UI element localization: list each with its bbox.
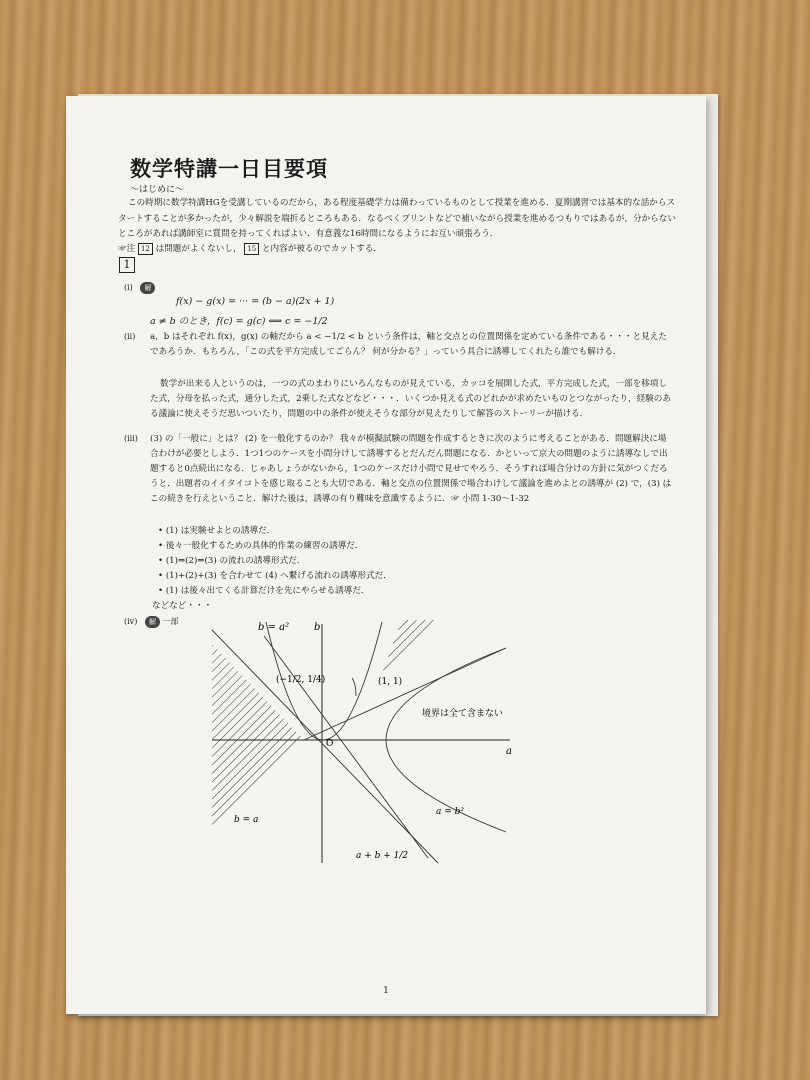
label-point-neg-half: (−1/2, 1/4) [276,675,326,685]
etc-text: などなど・・・ [152,601,213,611]
item-i-label [124,282,155,294]
label-b-eq-a: b = a [234,815,259,825]
problem-box-15: 15 [244,243,259,255]
document-page [66,96,706,1014]
label-b-axis: b [314,622,321,633]
list-item: • (1) は実験せよとの誘導だ． [158,524,392,539]
kai-badge: 解 [140,282,155,294]
kai-badge: 解 [145,616,160,628]
note-line [118,242,382,255]
label-point-1-1: (1, 1) [378,677,403,687]
note-prefix: ☞注 [118,244,136,254]
item-iv-label [124,616,179,628]
page-subtitle: 〜はじめに〜 [130,185,185,195]
kai-suffix: 一部 [162,617,179,626]
region-graph [206,618,586,878]
tangent-line [304,648,506,740]
item-iv-number: (iv) [124,617,138,626]
item-iii-paragraph: (3) の「一般に」とは？ (2) を一般化するのか？ 我々が模擬試験の問題を作成するときに次のように考えることがある．問題解決に場合わけが必要としよう．1つ1つのケースを小問分けして誘導するとだんだん問題になる．かといって京大の問題のように誘導なしで出題すると0点続出になる．じゃあしょうがないから，1つのケースだけ小問で見せてやろう．そうすれば場合分けの方針に気がつくだろうと．出題者のイイタイコトを感じ取ることも大切である．軸と交点の位置関係で場合わけして議論を進めよとの誘導が (2) で，(3) はこの続きを行えということ．解けた後は，誘導の有り難味を意識するように．☞ 小問 1-30〜1-32 [150,434,672,504]
shaded-region-top [381,620,434,676]
label-boundary-note: 境界は全て含まない [422,709,504,719]
intro-paragraph: この時期に数学特講HGを受講しているのだから，ある程度基礎学力は備わっているものとして授業を進める．夏期講習では基本的な話からスタートすることが多かったが，少々解説を端折るところもある．なるべくプリントなどで補いながら授業を進めるつもりではあるが，分からないところがあれば講師室に質問を持ってくれぱよい．有意義な16時間になるようにお互い頑張ろう． [118,198,676,239]
list-item: • (1)⇒(2)⇒(3) の流れの誘導形式だ． [158,554,392,569]
item-ii-paragraph-2: 数学が出来る人というのは，一つの式のまわりにいろんなものが見えている．カッコを展開した式，平方完成した式，一部を移項した式，分母を払った式，通分した式，2乗した式などなど・・・．いくつか見える式のどれかが求めたいものとつながったり，経験のある議論に使えそうだ思いついたり，問題の中の条件が使えそうな部分が見えたりして解答のストーリーが描ける． [150,379,671,419]
formula-i-2: a ≠ b のとき，f(c) = g(c) ⟺ c = −1/2 [150,316,328,327]
problem-box-12: 12 [138,243,153,255]
formula-i-1: f(x) − g(x) = ··· = (b − a)(2x + 1) [176,296,335,307]
note-end: と内容が被るのでカットする． [261,244,382,254]
list-item: • (1)+(2)+(3) を合わせて (4) へ繋げる流れの誘導形式だ． [158,569,392,584]
label-b-eq-a2: b = a² [258,622,290,633]
bullet-list [158,524,392,599]
label-a-eq-b2: a = b² [436,807,464,817]
item-ii-paragraph-1: a，b はそれぞれ f(x)，g(x) の軸だから a < −1/2 < b という条件は，軸と交点との位置関係を定めている条件である・・・と見えたであろうか．もちろん，「この式を平方完成してごらん？ 何が分かる？」っていう具合に誘導してくれたら誰でも解ける． [150,332,667,357]
label-a-axis: a [506,746,512,757]
list-item: • (1) は後々出てくる計算だけを先にやらせる誘導だ． [158,584,392,599]
note-middle: は問題がよくないし， [155,244,242,254]
question-number: 1 [119,257,135,273]
item-ii-label: (ii) [124,332,136,341]
item-iii-label: (iii) [124,434,138,443]
item-i-number: (i) [124,283,133,292]
label-line-a-plus-b: a + b + 1/2 [356,851,409,861]
list-item: • 後々一般化するための具体的作業の練習の誘導だ． [158,539,392,554]
label-origin: O [326,739,334,749]
page-title: 数学特講一日目要項 [130,156,328,181]
page-number: 1 [383,986,389,996]
